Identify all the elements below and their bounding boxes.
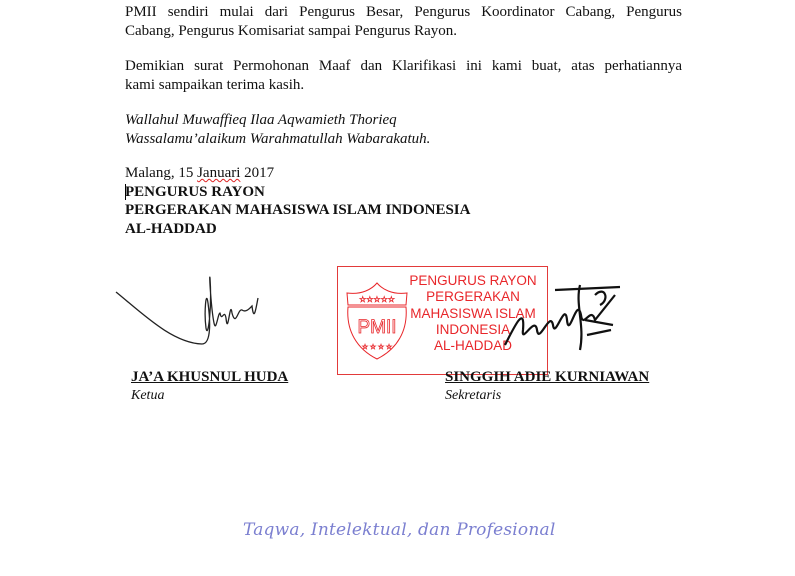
signatory-name: JA’A KHUSNUL HUDA [131,369,289,385]
svg-text:☆ ☆ ☆ ☆: ☆ ☆ ☆ ☆ [361,343,393,351]
logo-text: PMII [357,317,397,338]
stamp-line: PERGERAKAN [426,289,520,305]
date-and-org [125,164,682,238]
org-name: PENGURUS RAYON [125,183,265,200]
footer-motto: Taqwa, Intelektual, dan Profesional [243,520,556,540]
svg-text:☆☆☆☆☆: ☆☆☆☆☆ [359,295,395,304]
date-year: 2017 [240,165,275,181]
text-line: Demikian surat Permohonan Maaf dan Klarifikasi ini kami buat, atas perhatiannya [125,58,682,74]
text-line: PMII sendiri mulai dari Pengurus Besar, Pengurus Koordinator Cabang, Pengurus [125,4,682,20]
signatory-name: SINGGIH ADIE KURNIAWAN [445,369,650,385]
stamp-line: PENGURUS RAYON [409,273,537,288]
paragraph-structure [125,3,682,40]
paragraph-closing-statement [125,57,682,94]
signatory-role: Sekretaris [445,388,502,403]
date-line [125,164,682,183]
text-line: Wassalamu’alaikum Warahmatullah Wabarakatuh. [125,130,431,147]
signature-ketua [112,268,272,358]
date-month: Januari [197,165,241,181]
text-line: Cabang, Pengurus Komisariat sampai Pengurus Rayon. [125,22,458,39]
org-line[interactable] [125,183,682,202]
date-text: Malang, 15 [125,165,198,181]
text-line: Wallahul Muwaffieq Ilaa Aqwamieth Thorieq [125,112,397,128]
signatory-role: Ketua [131,388,165,403]
closing-greeting [125,111,682,148]
signature-sekretaris [495,275,625,365]
text-line: kami sampaikan terima kasih. [125,76,305,93]
org-line: AL-HADDAD [125,220,217,237]
stamp-line: MAHASISWA ISLAM [410,305,536,321]
stamp-line: INDONESIA [435,321,511,337]
org-line: PERGERAKAN MAHASISWA ISLAM INDONESIA [125,202,471,218]
stamp-line: AL-HADDAD [433,338,512,354]
